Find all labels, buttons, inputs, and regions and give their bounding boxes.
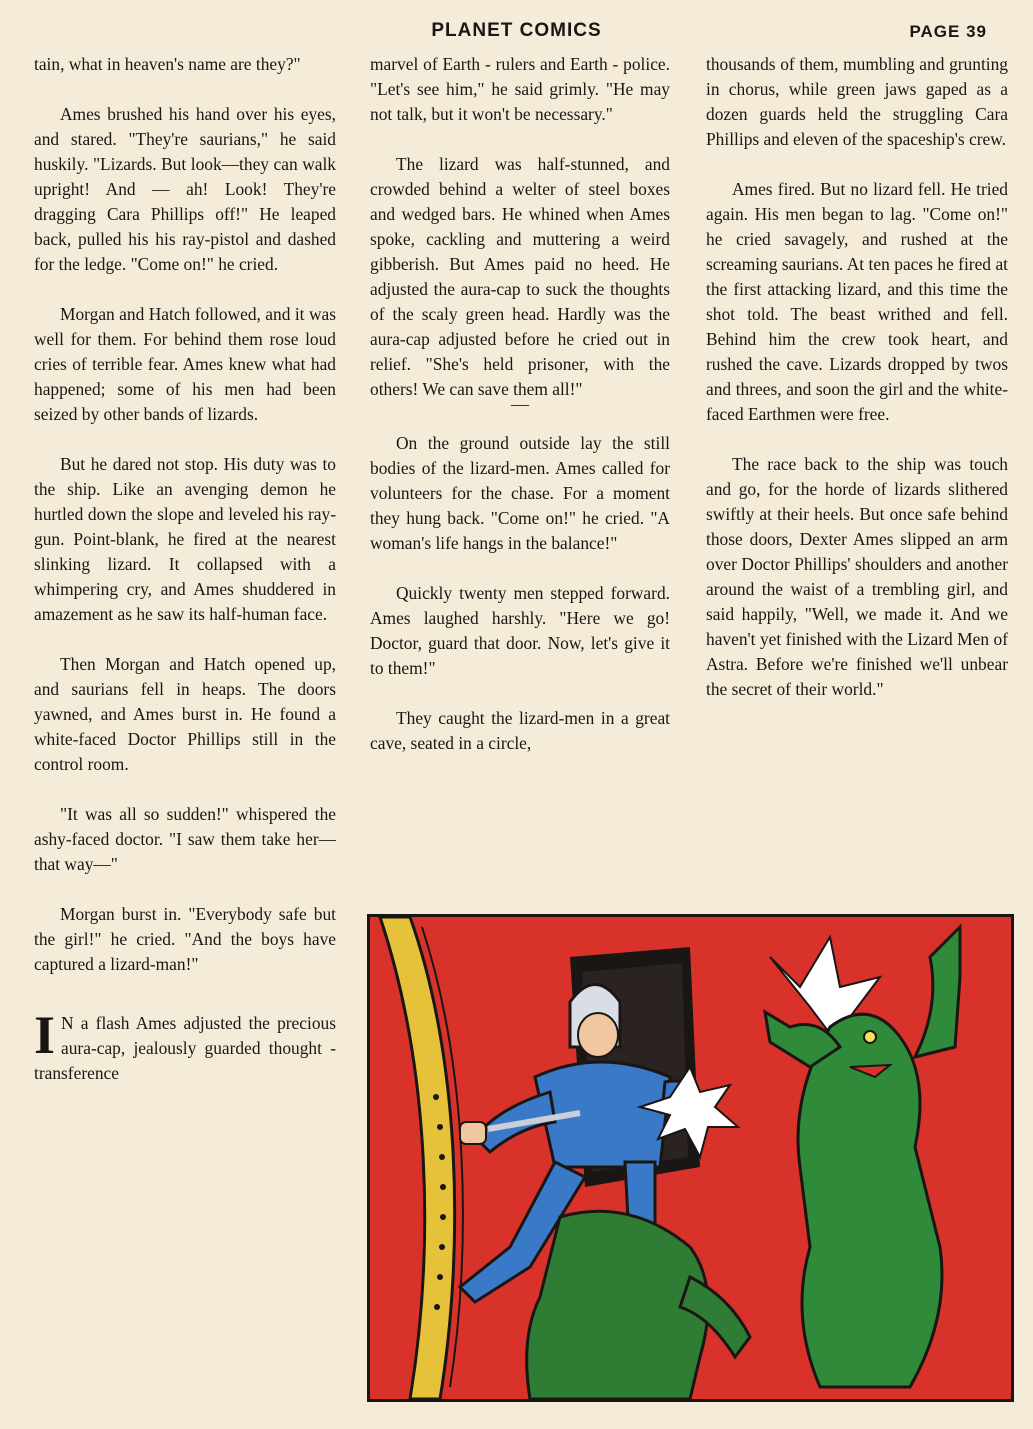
paragraph: But he dared not stop. His duty was to the ship. Like an avenging demon he hurtled down the slope and leveled his ray-gun. Point-blank, he fired at the nearest slinking lizard. It collapsed with a whimpering cry, and Ames shuddered in amazement as he saw its half-human face. [34,454,336,624]
section-dash: — [511,394,529,414]
paragraph: thousands of them, mumbling and grunting in chorus, while green jaws gaped as a dozen guards held the struggling Cara Phillips and eleven of the spaceship's crew. [706,54,1008,149]
paragraph: Ames brushed his hand over his eyes, and stared. "They're saurians," he said huskily. "Lizards. But look—they can walk upright! And — ah! Look! They're dragging Cara Phillips off!" He leaped back, pulled his his ray-pistol and dashed for the ledge. "Come on!" he cried. [34,104,336,274]
paragraph: Then Morgan and Hatch opened up, and saurians fell in heaps. The doors yawned, and Ames burst in. He found a white-faced Doctor Phillips still in the control room. [34,654,336,774]
magazine-title: PLANET COMICS [431,20,602,41]
paragraph: The race back to the ship was touch and go, for the horde of lizards slithered swiftly at their heels. But once safe behind those doors, Dexter Ames slipped an arm over Doctor Phillips' shoulders and another around the waist of a trembling girl, and said happily, "Well, we made it. And we haven't yet finished with the Lizard Men of Astra. Before we're finished we'll unbear the secret of their world." [706,454,1008,699]
drop-cap-letter: I [34,1005,56,1065]
paragraph: Ames fired. But no lizard fell. He tried again. His men began to lag. "Come on!" he cried savagely, and rushed at the screaming saurians. At ten paces he fired at the first attacking lizard, and this time the shot told. The beast writhed and fell. Behind him the crew took heart, and rushed the cave. Lizards dropped by twos and threes, and soon the girl and the white-faced Earthmen were free. [706,179,1008,424]
paragraph: They caught the lizard-men in a great cave, seated in a circle, [370,708,670,753]
text-column-1 [34,52,336,1111]
paragraph: Quickly twenty men stepped forward. Ames laughed harshly. "Here we go! Doctor, guard that door. Now, let's give it to them!" [370,583,670,678]
paragraph: The lizard was half-stunned, and crowded behind a welter of steel boxes and wedged bars. He whined when Ames spoke, cackling and muttering a weird gibberish. But Ames paid no heed. He adjusted the aura-cap to suck the thoughts of the scaly green head. Hardly was the aura-cap adjusted before he cried out in relief. "She's held prisoner, with the others! We can save them all!" [370,154,670,399]
running-head [0,20,1033,48]
illustration-panel [367,914,1014,1402]
paragraph: "It was all so sudden!" whispered the ashy-faced doctor. "I saw them take her—that way—" [34,804,336,874]
paragraph: tain, what in heaven's name are they?" [34,54,301,74]
paragraph: marvel of Earth - rulers and Earth - police. "Let's see him," he said grimly. "He may not talk, but it won't be necessary." [370,54,670,124]
dropcap-paragraph-text: N a flash Ames adjusted the precious aura-cap, jealously guarded thought - transference [34,1013,336,1083]
page-number: PAGE 39 [909,22,987,41]
text-column-2 [370,52,670,781]
paragraph: Morgan and Hatch followed, and it was well for them. For behind them rose loud cries of terrible fear. Ames knew what had happened; some of his men had been seized by other bands of lizards. [34,304,336,424]
illustration-svg [370,917,1011,1399]
paragraph: On the ground outside lay the still bodies of the lizard-men. Ames called for volunteers for the chase. For a moment they hung back. "Come on!" he cried. "A woman's life hangs in the balance!" [370,433,670,553]
paragraph: Morgan burst in. "Everybody safe but the girl!" he cried. "And the boys have captured a lizard-man!" [34,904,336,974]
dropcap-paragraph [34,1005,336,1086]
text-column-3 [706,52,1008,727]
